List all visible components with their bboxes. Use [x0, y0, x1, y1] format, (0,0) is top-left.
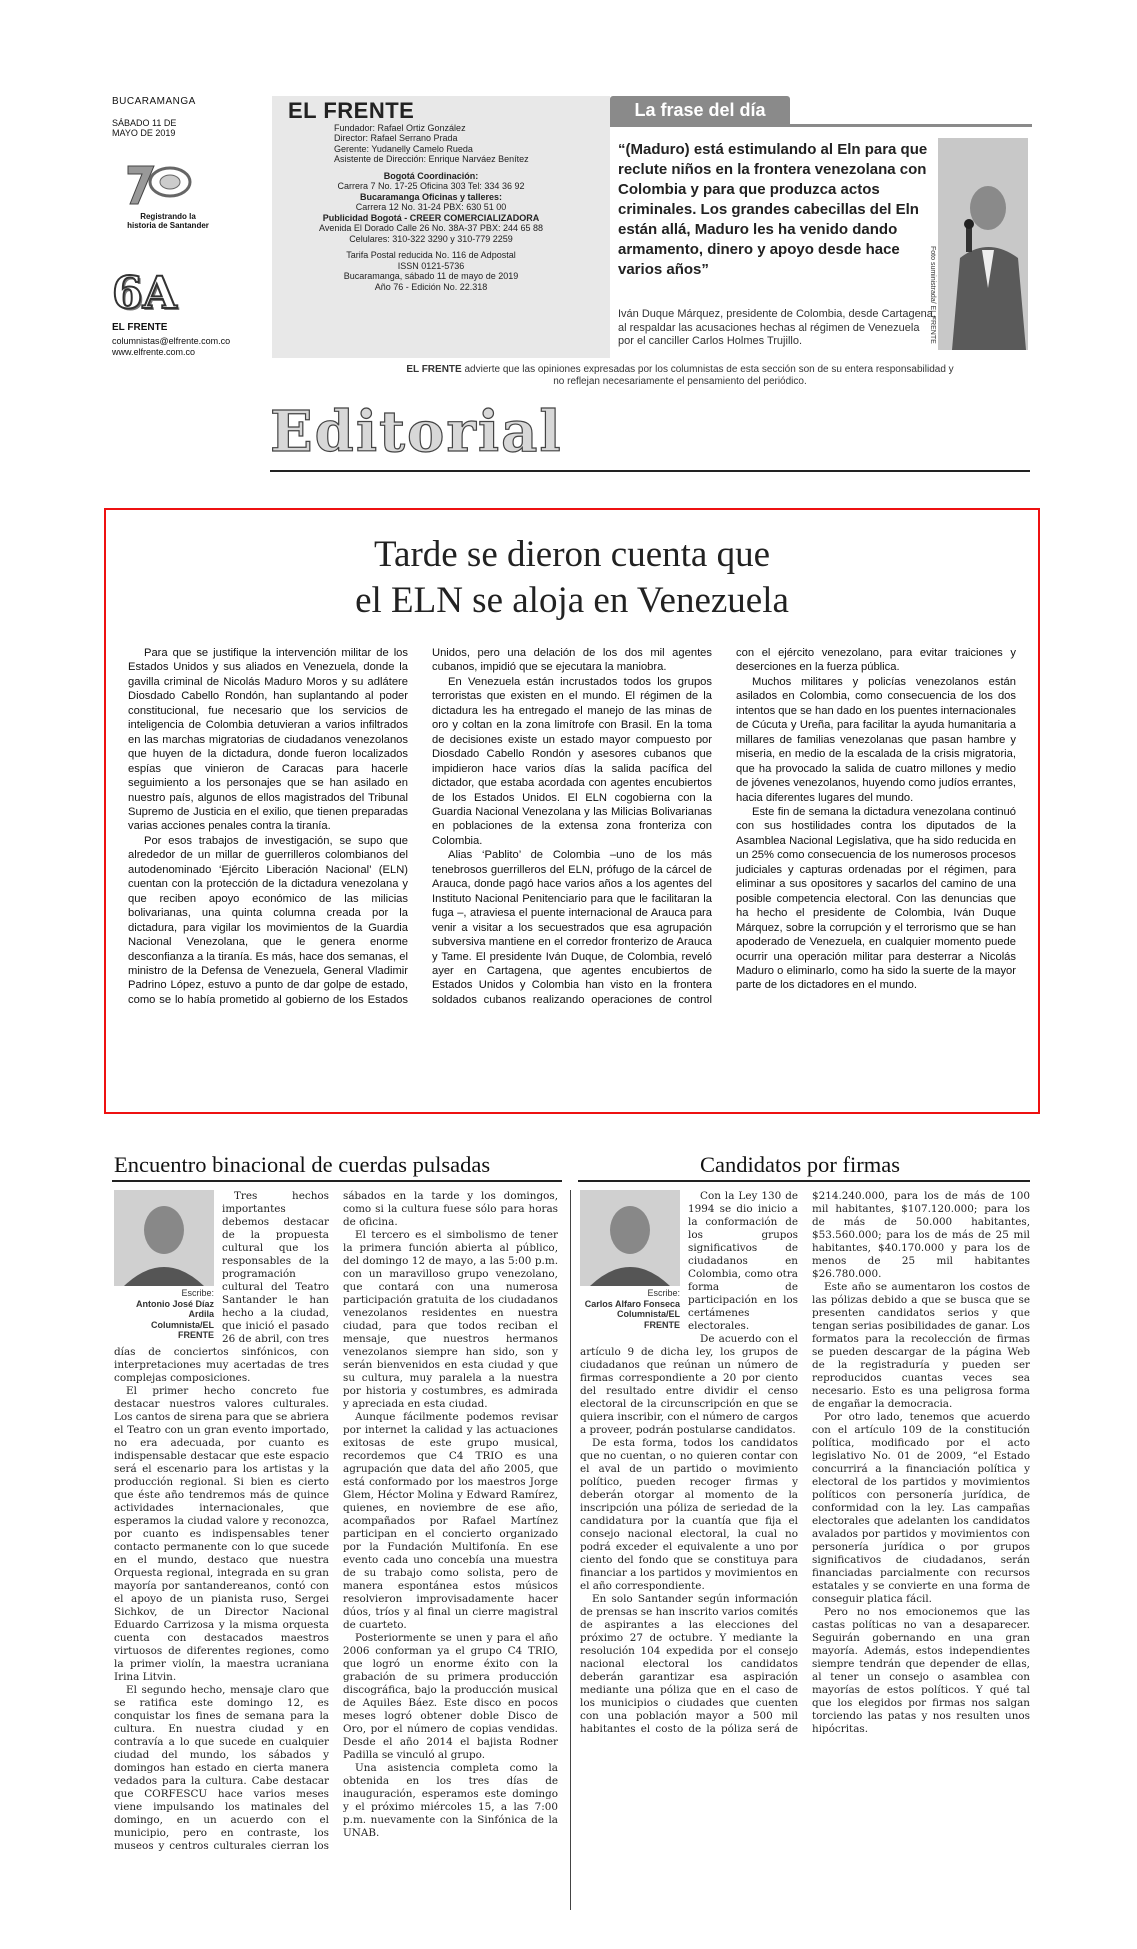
editorial-article — [104, 508, 1040, 1114]
masthead-box — [272, 96, 1032, 358]
column-right-rule — [578, 1180, 1030, 1182]
column-paragraph: El segundo hecho, mensaje claro que se ratifica este domingo 12, es conquistar los fines de semana para la cultura. En nuestra ciudad y en contravía a lo que sucede en cualquier ciudad del mundo, los sábados y domingos han estado en cierta manera vedados para la cultura. Cabe destacar que CORFESCU hace varios meses viene impulsando los matinales del domingo, en un acuerdo con el municipio, pero en contraste, los museos y centros culturales cierran los sábados en la tarde y los domingos, como si la cultura fuese sólo para horas de oficina. — [114, 1190, 558, 1852]
edition-number: Año 76 - Edición No. 22.318 — [374, 281, 488, 292]
column-left-title: Encuentro binacional de cuerdas pulsadas — [114, 1152, 491, 1177]
section-title: Editorial — [270, 399, 563, 465]
editorial-body — [128, 646, 1016, 1092]
masthead-info — [286, 98, 576, 292]
paper-name: EL FRENTE — [112, 322, 168, 333]
column-right-body — [580, 1190, 1030, 1902]
editorial-headline — [106, 532, 1038, 624]
author-role-left: Columnista/EL FRENTE — [150, 1319, 214, 1340]
column-paragraph: De esta forma, todos los candidatos que no cuentan, o no quieren contar con el aval de un partido o movimiento político, pueden recoger firmas y deberán otorgar al momento de la inscripción una póliza de seriedad de la candidatura por la cuantía que fija el consejo nacional electoral, la cual no podrá exceder el equivalente a uno por ciento del fondo que se constituya para financiar a los partidos y movimientos en el año correspondiente. — [580, 1437, 798, 1592]
column-paragraph: Con la Ley 130 de 1994 se dio inicio a la conformación de los grupos significativos de ciudadanos en Colombia, como otra forma de participación en los certámenes electorales. — [688, 1190, 798, 1332]
column-left-body — [114, 1190, 558, 1902]
column-paragraph: El primer hecho concreto fue destacar nuestros valores culturales. Los cantos de sirena para que se abriera el Teatro con un gran evento importado, no era adecuada, por cuanto es indispensable destacar que este espacio será el escenario para los artistas y la producción regional. Si bien es cierto que éste año tendremos más de quince actividades internacionales, que esperamos la ciudad valore y reconozca, por cuanto es indispensables tener contacto permanente con lo que sucede en el mundo, destaco que nuestra Orquesta regional, integrada en su gran mayoría por santandereanos, contó con el apoyo de un pianista ruso, Sergei Sichkov, de un Director Nacional Eduardo Carrizosa y la misma orquesta cuenta con destacados maestros virtuosos de diferentes regiones, como la primer violín, la maestra ucraniana Irina Litvin. — [114, 1385, 329, 1683]
column-paragraph: El tercero es el simbolismo de tener la primera función abierta al público, del domingo 12 de mayo, a las 5:00 p.m. con un maravilloso grupo venezolano, que contará con una numerosa participación gratuita de los ciudadanos venezolanos residentes en nuestra ciudad, para que todos reciban el mensaje, que nuestros hermanos venezolanos siempre han sido, son y serán bienvenidos en esta ciudad y que su cultura, muy paralela a la nuestra por historia y costumbres, es admirada y apreciada en esta ciudad. — [343, 1229, 558, 1410]
author-portrait-icon — [114, 1190, 214, 1286]
bogota-address: Carrera 7 No. 17-25 Oficina 303 Tel: 334 36 92 — [337, 181, 525, 191]
ads-address: Avenida El Dorado Calle 26 No. 38A-37 PBX: 244 65 88 — [319, 223, 543, 233]
column-paragraph: Posteriormente se unen y para el año 2006 conforman ya el grupo C4 TRIO, que logró un enorme éxito con la grabación de su primera producción discográfica, bajo la producción musical de Aquiles Báez. Este disco en pocos meses logró obtener doble Disco de Oro, por el número de copias vendidas. Desde el año 2014 el bajista Rodner Padilla se vinculó al grupo. — [343, 1632, 558, 1761]
column-paragraph: En solo Santander según información de prensas se han inscrito varios comités de aspirantes a las elecciones del próximo 27 de octubre. Y mediante la resolución 104 expedida por el consejo nacional electoral los candidatos deberán garantizar esa aspiración mediante una póliza que en el caso de los municipios o ciudades que cuenten con una población mayor a 500 mil habitantes el costo de la póliza será de $214.240.000, para los de más de 100 mil habitantes, $107.120.000; para los de más de 50.000 habitantes, $53.560.000; para los de más de 25 mil habitantes, $40.170.000 y para los de menos de 25 mil habitantes $26.780.000. — [580, 1190, 1030, 1735]
quote-source: Iván Duque Márquez, presidente de Colombia, desde Cartagena, al respaldar las acusaciones hechas al régimen de Venezuela por el canciller Carlos Holmes Trujillo. — [618, 308, 936, 347]
quote-tag: La frase del día — [610, 96, 790, 124]
column-paragraph: Tres hechos importantes debemos destacar de la propuesta cultural que los responsables de la programación cultural del Teatro Santander le han hecho a la ciudad, que inició el pasado 26 de abril, con tres días de conciertos sinfónicos, con interpretaciones muy acertadas de tres complejas composiciones. — [114, 1190, 329, 1384]
edition-date: Bucaramanga, sábado 11 de mayo de 2019 — [343, 271, 519, 281]
email-link[interactable]: columnistas@elfrente.com.co — [112, 336, 231, 346]
editorial-paragraph: Este fin de semana la dictadura venezolana continuó con sus hostilidades contra los diputados de la Asamblea Nacional Legislativa, que ha sido reducida en un 25% como consecuencia de los numerosos procesos judiciales y capturas ordenadas por el régimen, para eliminar a sus opositores y sacarlos del camino de una posible competencia electoral. Con las denuncias que ha hecho el presidente de Colombia, Iván Duque Márquez, sobre la corrupción y el terrorismo que se han apoderado de Venezuela, en cualquier momento puede ocurrir una operación militar para desterrar a Nicolás Maduro o eliminarlo, como ha sido la suerte de la mayor parte de los dictadores en el mundo. — [736, 805, 1016, 992]
opinion-disclaimer — [400, 364, 960, 388]
issn: ISSN 0121-5736 — [397, 260, 465, 271]
author-caption-left — [114, 1286, 214, 1341]
staff-director: Director: Rafael Serrano Prada — [334, 133, 458, 143]
editorial-paragraph: Para que se justifique la intervención militar de los Estados Unidos y sus aliados en Venezuela, donde la gavilla criminal de Nicolás Maduro Moros y su adlátere Diosdado Cabello Rondón, han suplantando al poder constitucional, fue necesario que los servicios de inteligencia de Colombia detuvieran a varios infiltrados en las marchas migratorias de ciudadanos venezolanos que huyen de la dictadura, donde fueron localizados espías que vinieron de Caracas para hacerle seguimiento a los personajes que se han asilado en nuestro país, algunos de ellos magistrados del Tribunal Supremo de Justicia en el exilio, que tienen preparadas varias acciones penales contra la tiranía. — [128, 647, 408, 833]
contact-info — [112, 336, 230, 358]
author-photo-right — [580, 1190, 680, 1330]
byline-label: Escribe: — [647, 1288, 680, 1298]
column-paragraph: Por otro lado, tenemos que acuerdo con el artículo 109 de la constitución política, modificado por el acto legislativo No. 01 de 2009, “el Estado concurrirá a la financiación política y electoral de los partidos y movimientos políticos con personería jurídica, de conformidad con la ley. Las campañas electorales que adelanten los candidatos avalados por partidos y movimientos con personería jurídica o por grupos significativos de ciudadanos, serán financiadas parcialmente con recursos estatales y se convierte en una forma de conseguir platica fácil. — [812, 1411, 1030, 1605]
column-paragraph: Este año se aumentaron los costos de las pólizas debido a que se busca que se presenten candidatos serios y que tengan serias posibilidades de ganar. Los formatos para la recolección de firmas se pueden descargar de la página Web de la registraduría y pueden ser reproducidos cuantas veces sea necesario. Esto es una peligrosa forma de engañar la democracia. — [812, 1281, 1030, 1410]
dateline: SÁBADO 11 DE MAYO DE 2019 — [112, 118, 177, 138]
page-number: 6A — [112, 268, 177, 319]
byline-label: Escribe: — [181, 1288, 214, 1298]
editorial-paragraph: En Venezuela están incrustados todos los grupos terroristas que existen en el mundo. El régimen de la dictadura les ha entregado el manejo de las minas de oro y coltan en la zona limítrofe con Brasil. En la toma de decisiones existe un estado mayor compuesto por Diosdado Cabello Rondón y asesores cubanos que impidieron hace varios días la salida pacífica del dictador, que estaba acordada con agentes encubiertos de los Estados Unidos. El ELN cogobierna con la Guardia Nacional Venezolana y las Milicias Bolivarianas en poblaciones de la extensa zona fronteriza con Colombia. — [432, 675, 712, 847]
editorial-paragraph: Alias ‘Pablito’ de Colombia –uno de los más tenebrosos guerrilleros del ELN, prófugo de la cárcel de Arauca, donde pagó hace varios años a los agentes del Instituto Nacional Penitenciario para que le facilitaran la fuga –, atraviesa el puente internacional de Arauca para venir a visitar a los secuestrados que esa agrupación subversiva mantiene en el corredor fronterizo de Arauca y Tame. El presidente Iván Duque, de Colombia, reveló ayer en Cartagena, que agentes encubiertos de Estados Unidos y Colombia han visto en la frontera soldados cubanos realizando operaciones de control con el ejército venezolano, para evitar traiciones y deserciones en la fuerza pública. — [432, 647, 1016, 1006]
staff-assistant: Asistente de Dirección: Enrique Narváez Benítez — [334, 154, 529, 164]
author-caption-right — [580, 1286, 680, 1330]
website-link[interactable]: www.elfrente.com.co — [112, 347, 196, 357]
disclaimer-text: advierte que las opiniones expresadas por los columnistas de esta sección son de su entera responsabilidad y no reflejan necesariamente el pensamiento del periódico. — [461, 364, 954, 387]
masthead-brand: EL FRENTE — [288, 98, 415, 123]
column-paragraph: Pero no nos emocionemos que las castas políticas no van a desaparecer. Seguirán gobernando en una gran mayoría. Además, estos independientes siempre tendrán que depender de ellas, al tener un consejo o asamblea con mayorías de estos políticos. Y qué tal que los elegidos por firmas nos salgan torciendo las patas y nos resulten unos hipócritas. — [812, 1606, 1030, 1735]
editorial-paragraph: Muchos militares y policías venezolanos están asilados en Colombia, como consecuencia de los dos intentos que se han dado en los puentes internacionales de Cúcuta y Ureña, para facilitar la ayuda humanitaria a millares de familias venezolanas que pasan hambre y miseria, en medio de la escalada de la crisis migratoria, que ha provocado la salida de cuatro millones y medio de jóvenes venezolanos, huyendo como judíos errantes, hacia diferentes lugares del mundo. — [736, 675, 1016, 804]
author-name-left: Antonio José Díaz Ardila — [135, 1298, 214, 1319]
author-photo-left — [114, 1190, 214, 1341]
column-left-rule — [112, 1180, 562, 1182]
phones: Celulares: 310-322 3290 y 310-779 2259 — [349, 233, 513, 244]
photo-credit: Foto suministrada/ EL FRENTE — [929, 246, 936, 344]
staff-manager: Gerente: Yudanelly Camelo Rueda — [334, 143, 473, 154]
president-photo — [938, 138, 1028, 350]
column-paragraph: Una asistencia completa como la obtenida en los tres días de inauguración, esperamos este domingo y el próximo miércoles 15, a las 7:00 p.m. nuevamente con la Sinfónica de la UNAB. — [343, 1762, 558, 1839]
headline-line-1: Tarde se dieron cuenta que — [374, 534, 770, 575]
editorial-paragraph: Por esos trabajos de investigación, se supo que alrededor de un millar de guerrilleros colombianos del autodenominado ‘Ejército Liberación Nacional’ (ELN) cuentan con la protección de la dictadura venezolana y que reciben apoyo económico de las milicias bolivarianas, una quinta columna creada por la dictadura, para vigilar los movimientos de la Guardia Nacional Venezolana, que le genera enorme desconfianza a la tiranía. Es más, hace dos semanas, el ministro de la Defensa de Venezuela, General Vladimir Padrino López, estuvo a punto de dar golpe de estado, como se lo había prometido al gobierno de los Estados Unidos, pero una delación de los dos mil agentes cubanos, impidió que se ejecutara la maniobra. — [128, 647, 712, 1006]
quote-of-the-day — [610, 96, 1032, 358]
city-name: BUCARAMANGA — [112, 96, 196, 107]
quote-text: “(Maduro) está estimulando al Eln para que reclute niños en la frontera venezolana con Colombia y para que produzca actos criminales. Los grandes cabecillas del Eln están allá, Maduro les ha venido dando armamento, dinero y apoyo desde hace varios años” — [618, 141, 928, 278]
bga-address: Carrera 12 No. 31-24 PBX: 630 51 00 — [355, 202, 507, 212]
anniversary-slogan: Registrando la historia de Santander — [127, 212, 209, 230]
column-paragraph: De acuerdo con el artículo 9 de dicha ley, los grupos de ciudadanos que reúnan un número de firmas correspondiente a 20 por ciento del resultado entre dividir el censo electoral de la circunscripción en que se quiera inscribir, con el número de cargos a proveer, podrán postularse candidatos. — [580, 1333, 798, 1436]
column-divider — [570, 1190, 571, 1910]
ads-heading: Publicidad Bogotá - CREER COMERCIALIZADORA — [322, 212, 540, 223]
bogota-heading: Bogotá Coordinación: — [383, 170, 479, 181]
bga-heading: Bucaramanga Oficinas y talleres: — [359, 191, 503, 202]
headline-line-2: el ELN se aloja en Venezuela — [355, 580, 789, 621]
quote-tag-rule — [610, 124, 1032, 127]
section-rule — [270, 470, 1030, 472]
column-right-title: Candidatos por firmas — [700, 1152, 900, 1177]
author-portrait-icon — [580, 1190, 680, 1286]
author-role-right: Columnista/EL FRENTE — [616, 1309, 680, 1330]
staff-founder: Fundador: Rafael Ortiz González — [334, 122, 466, 133]
author-name-right: Carlos Alfaro Fonseca — [584, 1298, 680, 1309]
postal-tariff: Tarifa Postal reducida No. 116 de Adpostal — [346, 250, 516, 260]
disclaimer-brand: EL FRENTE — [406, 364, 462, 375]
column-paragraph: Aunque fácilmente podemos revisar por internet la calidad y las actuaciones exitosas de este grupo musical, recordemos que C4 TRIO es una agrupación que data del año 2005, que está conformado por los maestros Jorge Glem, Héctor Molina y Edward Ramírez, quienes, en noviembre de ese año, acompañados por Rafael Martínez participan en el concierto organizado por la Fundación Multifonía. En ese evento cada uno concebía una muestra de su trabajo como solista, pero de manera espontánea estos músicos resolvieron improvisadamente hacer dúos, tríos y al final un cierre magistral de cuarteto. — [343, 1411, 558, 1631]
